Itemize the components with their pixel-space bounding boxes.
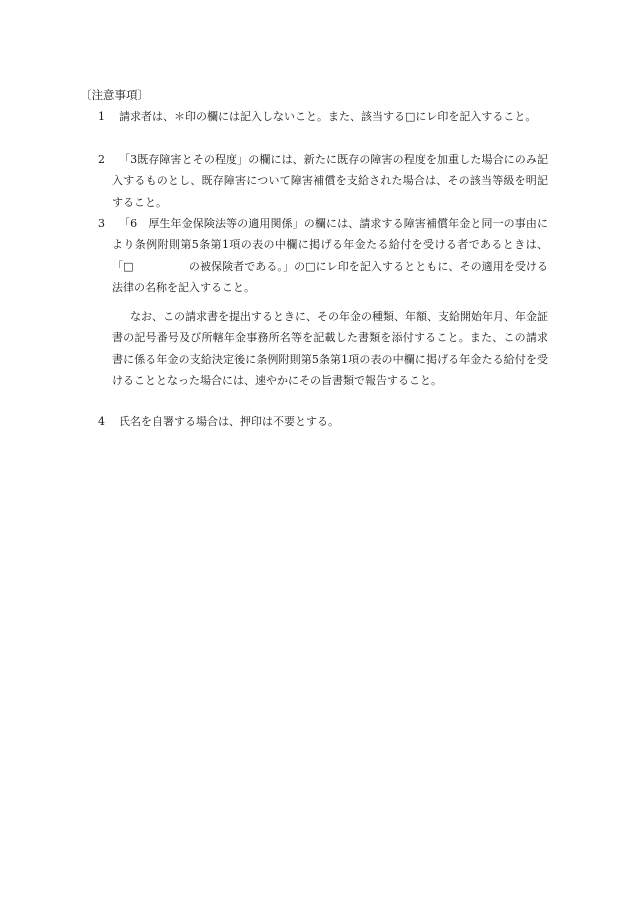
note-text-2: 「3既存障害とその程度」の欄には、新たに既存の障害の程度を加重した場合にのみ記入するものとし、既存障害について障害補償を支給された場合は、その該当等級を明記すること。 xyxy=(112,153,548,209)
notes-heading: 〔注意事項〕 xyxy=(80,88,149,102)
note-item-4 xyxy=(98,412,339,432)
note-text-1: 請求者は、＊印の欄には記入しないこと。また、該当する□にレ印を記入すること。 xyxy=(119,110,537,123)
note-number-4: 4 xyxy=(98,415,105,428)
note-text-3: 「6 厚生年金保険法等の適用関係」の欄には、請求する障害補償年金と同一の事由により条例附則第5条第1項の表の中欄に掲げる年金たる給付を受ける者であるときは、「□ の被保険者である。」の□にレ印を記入するとともに、その適用を受ける法律の名称を記入すること。 xyxy=(112,217,548,294)
note-number-2: 2 xyxy=(98,153,105,166)
note-item-3 xyxy=(98,213,548,298)
note-number-3: 3 xyxy=(98,217,105,230)
note-item-1 xyxy=(98,106,548,127)
note-3-continuation: なお、この請求書を提出するときに、その年金の種類、年額、支給開始年月、年金証書の記号番号及び所轄年金事務所名等を記載した書類を添付すること。また、この請求書に係る年金の支給決定後に条例附則第5条第1項の表の中欄に掲げる年金たる給付を受けることとなった場合には、速やかにその旨書類で報告すること。 xyxy=(112,310,548,387)
note-text-4: 氏名を自署する場合は、押印は不要とする。 xyxy=(119,415,339,428)
note-item-2 xyxy=(98,149,548,213)
note-number-1: 1 xyxy=(98,110,105,123)
